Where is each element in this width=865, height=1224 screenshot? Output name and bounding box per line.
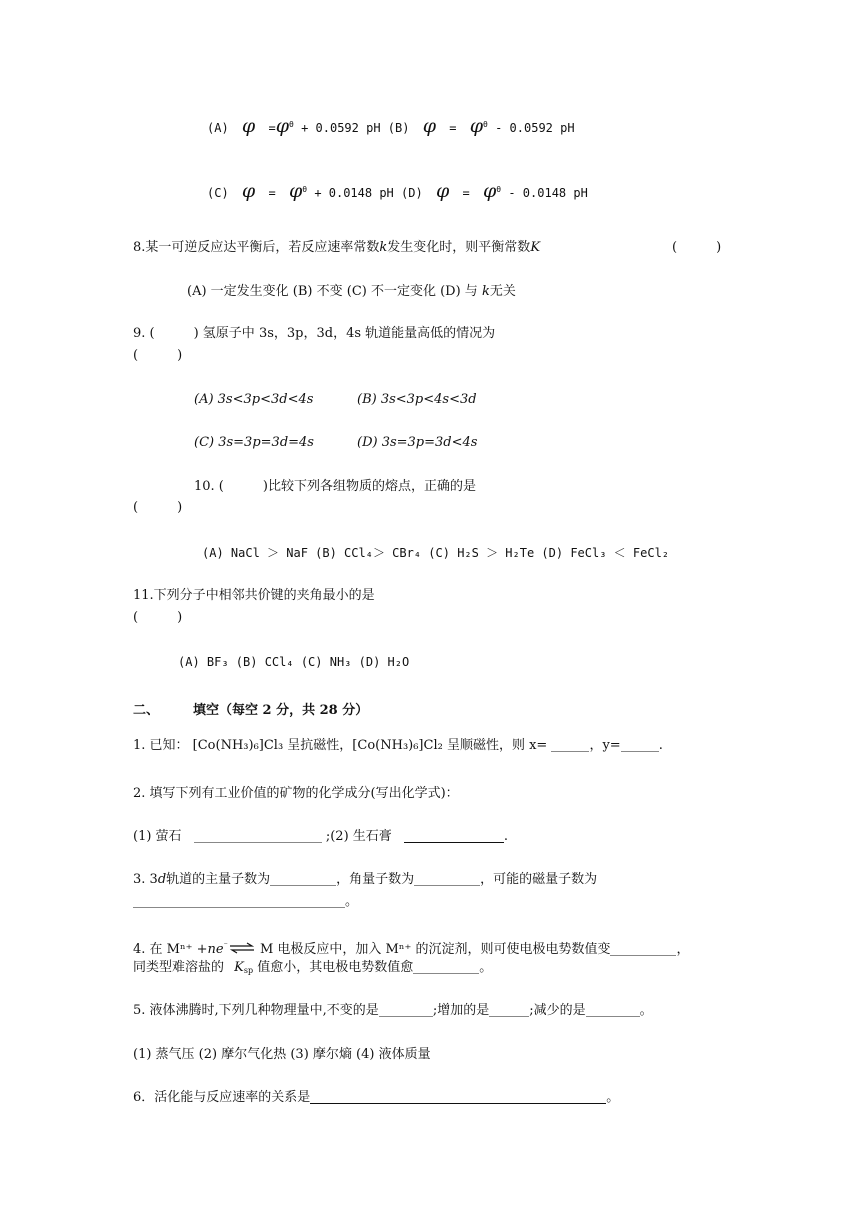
fill-3: [133, 871, 597, 889]
standard-superscript: θ: [289, 120, 294, 129]
fill-2: 2. 填写下列有工业价值的矿物的化学成分(写出化学式)：: [133, 786, 459, 801]
q8-stem: [133, 239, 540, 257]
phi-symbol: φ: [288, 180, 303, 202]
answer-blank-activation-energy[interactable]: [310, 1090, 606, 1104]
q7-option-c-label: (C): [207, 186, 229, 200]
q7-row2: [207, 181, 588, 202]
answer-blank-increased[interactable]: [489, 1003, 529, 1017]
fill-2-end: .: [503, 829, 509, 844]
standard-superscript: θ: [483, 120, 488, 129]
q9-option-c: (C) 3s=3p=3d=4s: [194, 435, 314, 450]
rate-constant-symbol: k: [379, 240, 388, 255]
fill-4-text-3: 同类型难溶盐的: [133, 960, 225, 975]
answer-blank-gypsum[interactable]: [404, 829, 504, 843]
q8-options-text: (A) 一定发生变化 (B) 不变 (C) 不一定变化 (D) 与: [187, 284, 478, 299]
equals: =: [449, 121, 457, 135]
fill-4-comma: ，: [676, 942, 690, 957]
fill-1-end: .: [658, 738, 663, 753]
answer-blank-principal-qn[interactable]: [270, 872, 336, 886]
section-2-number: 二、: [133, 703, 160, 718]
q7-option-b-rest: - 0.0592 pH: [495, 121, 575, 135]
equals: =: [268, 121, 276, 135]
electron-term: ne: [207, 942, 224, 957]
ksp-subscript: sp: [243, 966, 254, 975]
answer-blank-y[interactable]: [621, 738, 659, 752]
q10-options: (A) NaCl ＞ NaF (B) CCl₄＞ CBr₄ (C) H₂S ＞ H₂Te (D) FeCl₃ ＜ FeCl₂: [202, 546, 670, 560]
fill-1-text-2: ，y=: [589, 738, 621, 753]
phi-symbol: φ: [482, 180, 497, 202]
fill-5-items: (1) 蒸气压 (2) 摩尔气化热 (3) 摩尔熵 (4) 液体质量: [133, 1047, 431, 1062]
answer-blank-unchanged[interactable]: [379, 1003, 433, 1017]
fill-4: [133, 937, 689, 959]
q8-options-end: 无关: [489, 284, 516, 299]
fill-5-end: 。: [639, 1003, 653, 1018]
fill-3-text: 3. 3: [133, 872, 158, 887]
standard-superscript: θ: [496, 185, 502, 194]
fill-3-line2: [133, 893, 358, 911]
q7-option-b-label: (B): [387, 121, 410, 135]
fill-1-text: 1. 已知： [Co(NH₃)₆]Cl₃ 呈抗磁性，[Co(NH₃)₆]Cl₂ 呈顺磁性，则 x=: [133, 738, 548, 753]
section-2-title: 填空（每空 2 分，共 28 分）: [193, 703, 369, 718]
q11-answer-paren: ( ): [133, 610, 183, 625]
q7-option-a-label: (A): [207, 121, 229, 135]
fill-1: [133, 737, 663, 755]
fill-5-text: 5. 液体沸腾时,下列几种物理量中,不变的是: [133, 1003, 379, 1018]
q8-stem-text-2: 发生变化时，则平衡常数: [387, 240, 531, 255]
fill-2-item-2: ;(2) 生石膏: [325, 829, 392, 844]
fill-5: [133, 1002, 653, 1020]
fill-3-end: 。: [345, 894, 359, 909]
phi-symbol: φ: [241, 180, 256, 202]
ksp-symbol: K: [234, 960, 244, 975]
answer-blank-fluorite[interactable]: [194, 829, 322, 843]
fill-2-item-1: (1) 萤石: [133, 829, 182, 844]
q9-stem: 9. ( ) 氢原子中 3s，3p，3d，4s 轨道能量高低的情况为: [133, 326, 496, 341]
equals: =: [462, 186, 470, 200]
q7-option-d-rest: - 0.0148 pH: [508, 186, 588, 200]
q10-stem: 10. ( )比较下列各组物质的熔点，正确的是: [194, 479, 476, 494]
fill-3-text-2: 轨道的主量子数为: [166, 872, 271, 887]
fill-5-text-3: ;减少的是: [529, 1003, 586, 1018]
q7-option-c-rest: + 0.0148 pH: [314, 186, 394, 200]
fill-6-end: 。: [606, 1090, 620, 1105]
answer-blank-magnetic-qn[interactable]: [133, 894, 345, 908]
equals: =: [268, 186, 276, 200]
q8-options: [187, 283, 516, 301]
fill-4-text-2: M 电极反应中，加入 Mⁿ⁺ 的沉淀剂，则可使电极电势数值变: [259, 942, 611, 957]
q9-option-a: (A) 3s<3p<3d<4s: [194, 392, 314, 407]
fill-3-text-3: ，角量子数为: [336, 872, 415, 887]
q7-row1: [207, 116, 575, 137]
q7-option-d-label: (D): [401, 186, 423, 200]
fill-3-text-4: ，可能的磁量子数为: [480, 872, 598, 887]
fill-6: [133, 1089, 619, 1107]
fill-4-text-4: 值愈小，其电极电势数值愈: [257, 960, 414, 975]
phi-symbol: φ: [275, 115, 290, 137]
phi-symbol: φ: [469, 115, 484, 137]
fill-5-text-2: ;增加的是: [432, 1003, 490, 1018]
q7-option-a-rest: + 0.0592 pH: [301, 121, 381, 135]
electron-charge: ⁻: [223, 941, 228, 950]
rate-constant-symbol: k: [481, 284, 490, 299]
q10-answer-paren: ( ): [133, 500, 183, 515]
phi-symbol: φ: [241, 115, 256, 137]
answer-blank-potential-value[interactable]: [413, 960, 479, 974]
q8-stem-text: 8.某一可逆反应达平衡后，若反应速率常数: [133, 240, 380, 255]
fill-6-text: 6．活化能与反应速率的关系是: [133, 1090, 311, 1105]
answer-blank-potential-change[interactable]: [610, 942, 676, 956]
fill-2-items: [133, 828, 508, 846]
answer-blank-decreased[interactable]: [586, 1003, 640, 1017]
q9-option-b: (B) 3s<3p<4s<3d: [357, 392, 477, 407]
q11-options: (A) BF₃ (B) CCl₄ (C) NH₃ (D) H₂O: [178, 655, 410, 669]
fill-4-end: 。: [479, 960, 493, 975]
orbital-d-symbol: d: [157, 872, 167, 887]
answer-blank-x[interactable]: [551, 738, 589, 752]
equilibrium-arrow-icon: [228, 942, 256, 954]
q9-answer-paren: ( ): [133, 348, 183, 363]
fill-4-text: 4. 在 Mⁿ⁺ +: [133, 942, 208, 957]
standard-superscript: θ: [302, 185, 308, 194]
q8-answer-paren: ( ): [672, 240, 722, 255]
q11-stem: 11.下列分子中相邻共价键的夹角最小的是: [133, 588, 375, 603]
equilibrium-constant-symbol: K: [530, 240, 541, 255]
phi-symbol: φ: [422, 115, 437, 137]
answer-blank-angular-qn[interactable]: [414, 872, 480, 886]
q9-option-d: (D) 3s=3p=3d<4s: [357, 435, 478, 450]
fill-4-line2: [133, 959, 492, 980]
phi-symbol: φ: [435, 180, 450, 202]
